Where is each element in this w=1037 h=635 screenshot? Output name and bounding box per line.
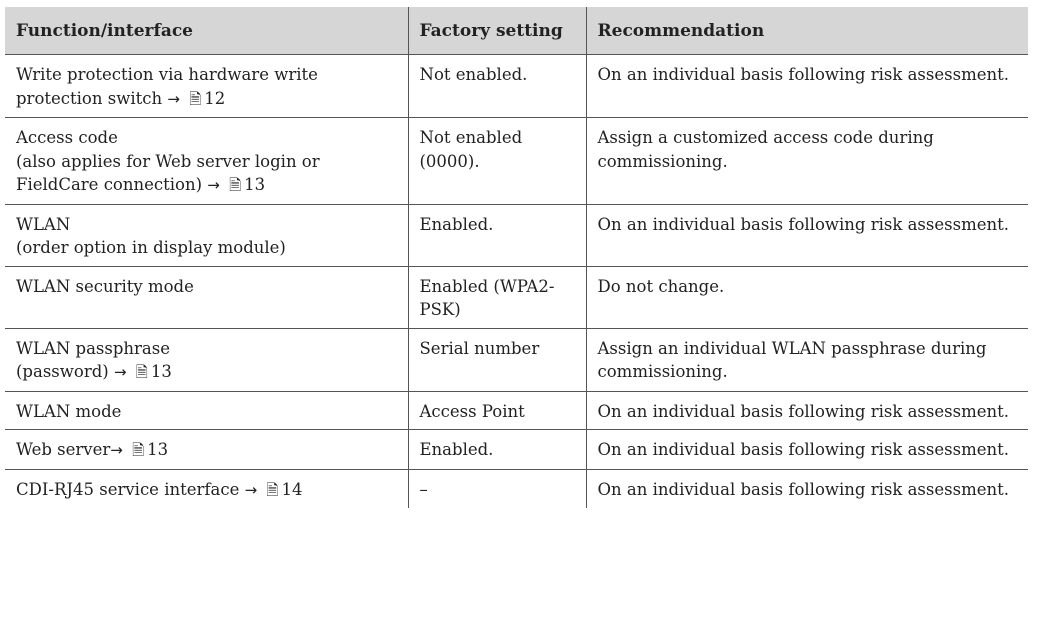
security-settings-table <box>5 7 1028 508</box>
function-line: CDI-RJ45 service interface <box>16 479 240 499</box>
function-line-with-ref <box>16 438 398 463</box>
page-reference-link[interactable]: 12 <box>204 88 226 108</box>
recommendation-cell: On an individual basis following risk assessment. <box>586 430 1028 470</box>
recommendation-cell: On an individual basis following risk assessment. <box>586 204 1028 266</box>
factory-setting-cell: Enabled. <box>408 204 586 266</box>
recommendation-cell: Do not change. <box>586 266 1028 328</box>
page-reference-link[interactable]: 13 <box>150 362 172 381</box>
page-reference-icon: 🗎 <box>135 363 148 381</box>
function-line: (order option in display module) <box>16 238 286 257</box>
header-factory-setting: Factory setting <box>408 7 586 55</box>
arrow-right-icon: → <box>167 89 180 108</box>
factory-setting-cell: Access Point <box>408 391 586 430</box>
function-line: WLAN <box>16 214 71 234</box>
function-line: WLAN passphrase <box>16 338 170 358</box>
factory-setting-cell: Serial number <box>408 328 586 391</box>
function-line-with-ref <box>16 478 398 503</box>
page-reference-icon: 🗎 <box>132 441 145 459</box>
function-line-with-ref <box>16 87 398 112</box>
function-line: FieldCare connection) <box>16 175 203 194</box>
header-row <box>5 7 1028 55</box>
function-cell <box>5 430 408 470</box>
page-reference-link[interactable]: 13 <box>244 175 266 194</box>
recommendation-cell: On an individual basis following risk assessment. <box>586 469 1028 508</box>
table-row <box>5 204 1028 266</box>
table-row <box>5 469 1028 508</box>
header-recommendation: Recommendation <box>586 7 1028 55</box>
function-cell <box>5 391 408 430</box>
table-row <box>5 328 1028 391</box>
page-reference-icon: 🗎 <box>229 176 242 194</box>
function-line: (password) <box>16 362 109 381</box>
table-row <box>5 266 1028 328</box>
function-line: WLAN security mode <box>16 276 194 296</box>
function-line: Web server <box>16 440 111 459</box>
header-function-interface: Function/interface <box>5 7 408 55</box>
table-row <box>5 118 1028 205</box>
page-reference-icon: 🗎 <box>266 480 279 499</box>
function-cell <box>5 266 408 328</box>
function-cell <box>5 469 408 508</box>
settings-table-container <box>5 7 1028 508</box>
table-body <box>5 55 1028 509</box>
table-row <box>5 391 1028 430</box>
function-line: (also applies for Web server login or <box>16 151 320 171</box>
table-header <box>5 7 1028 55</box>
factory-setting-cell: Enabled (WPA2-PSK) <box>408 266 586 328</box>
page-reference-icon: 🗎 <box>189 89 202 108</box>
recommendation-cell: On an individual basis following risk assessment. <box>586 55 1028 118</box>
table-row <box>5 55 1028 118</box>
function-line: Write protection via hardware write <box>16 65 318 84</box>
function-cell <box>5 118 408 205</box>
factory-setting-cell: Not enabled (0000). <box>408 118 586 205</box>
factory-setting-cell: Not enabled. <box>408 55 586 118</box>
function-cell <box>5 204 408 266</box>
recommendation-cell: On an individual basis following risk assessment. <box>586 391 1028 430</box>
arrow-right-icon: → <box>110 441 123 459</box>
table-row <box>5 430 1028 470</box>
factory-setting-cell: – <box>408 469 586 508</box>
page-reference-link[interactable]: 13 <box>147 440 169 459</box>
recommendation-cell: Assign an individual WLAN passphrase during commissioning. <box>586 328 1028 391</box>
function-line-with-ref <box>16 360 398 385</box>
recommendation-cell: Assign a customized access code during commissioning. <box>586 118 1028 205</box>
arrow-right-icon: → <box>113 363 127 381</box>
factory-setting-cell: Enabled. <box>408 430 586 470</box>
arrow-right-icon: → <box>207 176 220 194</box>
function-line: WLAN mode <box>16 401 122 421</box>
function-line-with-ref <box>16 173 398 198</box>
function-line: Access code <box>16 128 118 147</box>
function-cell <box>5 328 408 391</box>
arrow-right-icon: → <box>244 480 258 499</box>
function-line: protection switch <box>16 88 163 108</box>
page-reference-link[interactable]: 14 <box>281 479 303 499</box>
function-cell <box>5 55 408 118</box>
